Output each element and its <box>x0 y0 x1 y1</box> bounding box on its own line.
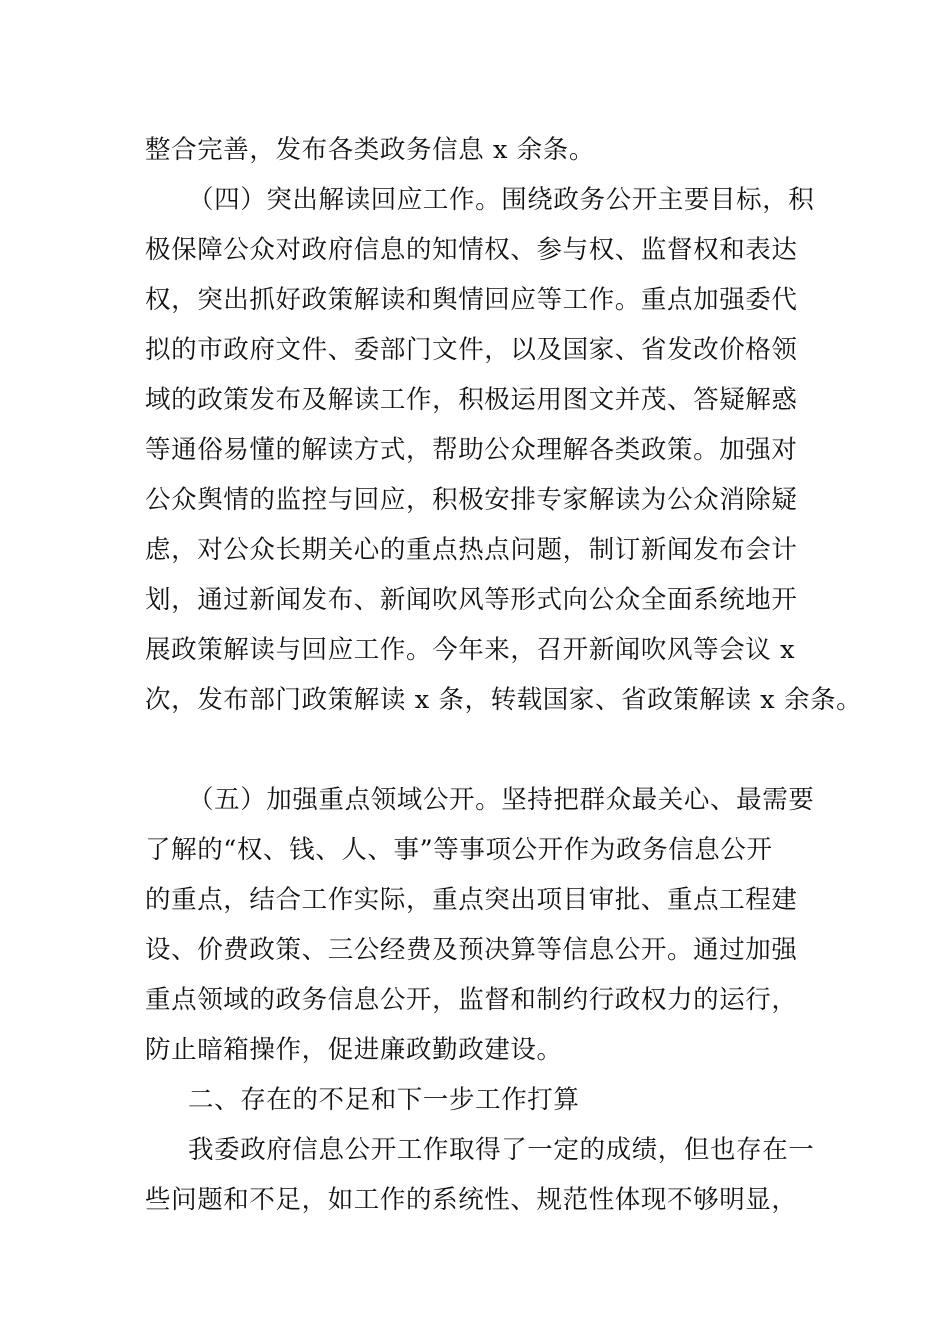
section-heading: 二、存在的不足和下一步工作打算 <box>188 1085 580 1115</box>
text-line: 等通俗易懂的解读方式，帮助公众理解各类政策。加强对 <box>145 435 798 465</box>
text-line: 公众舆情的监控与回应，积极安排专家解读为公众消除疑 <box>145 485 798 515</box>
text-line: 重点领域的政务信息公开，监督和制约行政权力的运行， <box>145 985 798 1015</box>
text-line: 极保障公众对政府信息的知情权、参与权、监督权和表达 <box>145 235 798 265</box>
text-line: 了解的“权、钱、人、事”等事项公开作为政务信息公开 <box>145 835 773 865</box>
text-line: 展政策解读与回应工作。今年来，召开新闻吹风等会议 x <box>145 635 796 665</box>
section-four-first-line: （四）突出解读回应工作。围绕政务公开主要目标，积 <box>188 185 815 215</box>
section-five-first-line: （五）加强重点领域公开。坚持把群众最关心、最需要 <box>188 785 815 815</box>
text-line: 拟的市政府文件、委部门文件，以及国家、省发改价格领 <box>145 335 798 365</box>
text-line: 域的政策发布及解读工作，积极运用图文并茂、答疑解惑 <box>145 385 798 415</box>
text-line: 虑，对公众长期关心的重点热点问题，制订新闻发布会计 <box>145 535 798 565</box>
text-line: 的重点，结合工作实际，重点突出项目审批、重点工程建 <box>145 885 798 915</box>
text-line: 防止暗箱操作，促进廉政勤政建设。 <box>145 1035 563 1065</box>
text-line: 次，发布部门政策解读 x 条，转载国家、省政策解读 x 余条。 <box>145 685 863 715</box>
text-line: 些问题和不足，如工作的系统性、规范性体现不够明显， <box>145 1185 798 1215</box>
text-line: 权，突出抓好政策解读和舆情回应等工作。重点加强委代 <box>145 285 798 315</box>
text-line: 整合完善，发布各类政务信息 x 余条。 <box>145 135 595 165</box>
text-line: 设、价费政策、三公经费及预决算等信息公开。通过加强 <box>145 935 798 965</box>
text-line: 我委政府信息公开工作取得了一定的成绩，但也存在一 <box>188 1135 815 1165</box>
text-line: 划，通过新闻发布、新闻吹风等形式向公众全面系统地开 <box>145 585 798 615</box>
